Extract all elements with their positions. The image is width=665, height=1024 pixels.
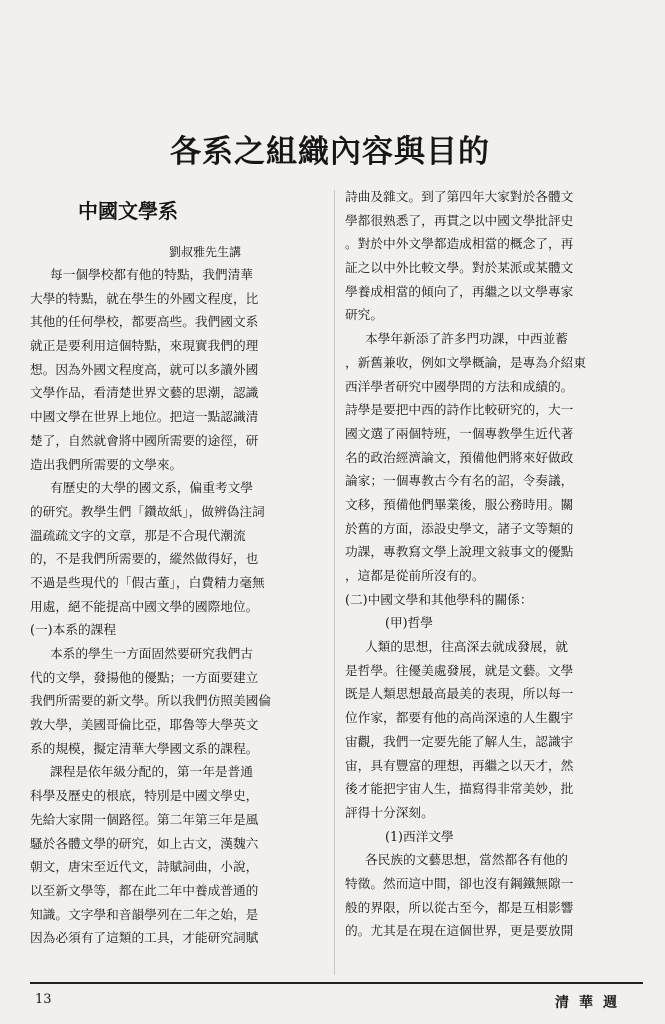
- text-line: (甲)哲學: [385, 615, 433, 631]
- text-line: 証之以中外比較文學。對於某派或某體文: [345, 260, 574, 276]
- text-line: ，這都是從前所沒有的。: [345, 568, 485, 583]
- text-line: 西洋學者研究中國學問的方法和成績的。: [345, 378, 574, 394]
- text-line: 朝文，唐宋至近代文，詩賦詞曲，小說，: [30, 859, 259, 875]
- author-line: 劉叔雅先生講: [168, 245, 241, 259]
- publication-name: 清華週: [555, 995, 627, 1011]
- text-line: 般的界限，所以從古至今，都是互相影響: [345, 899, 574, 915]
- text-line: 國文選了兩個特班，一個專教學生近代著: [345, 425, 574, 441]
- text-line: 學都很熟悉了，再貫之以中國文學批評史: [345, 212, 574, 228]
- text-line: 本學年新添了許多門功課，中西並蓄: [365, 331, 568, 347]
- text-line: 課程是依年級分配的，第一年是普通: [50, 764, 253, 780]
- column-divider: [334, 190, 335, 975]
- text-line: 有歷史的大學的國文系，偏重考文學: [50, 480, 253, 496]
- left-column: [30, 199, 320, 950]
- text-line: 文移，預備他們畢業後，服公務時用。關: [345, 496, 574, 512]
- footer-rule: [30, 982, 643, 984]
- text-line: 詩曲及雜文。到了第四年大家對於各體文: [345, 189, 574, 204]
- text-line: 各民族的文藝思想，當然都各有他的: [365, 852, 568, 868]
- text-line: 其他的任何學校，都要高些。我們國文系: [30, 314, 259, 330]
- text-line: 先給大家開一個路徑。第二年第三年是風: [30, 811, 259, 827]
- text-line: 中國文學在世界上地位。把這一點認識清: [30, 409, 259, 425]
- text-line: 評得十分深刻。: [345, 804, 434, 820]
- text-line: 每一個學校都有他的特點，我們清華: [50, 267, 253, 282]
- text-line: 楚了，自然就會將中國所需要的途徑，研: [30, 432, 259, 448]
- text-line: 騷於各體文學的研究，如上古文，漢魏六: [30, 835, 259, 851]
- text-line: 後才能把宇宙人生，描寫得非常美妙，批: [345, 781, 574, 797]
- text-line: 。對於中外文學都造成相當的概念了，再: [345, 236, 574, 252]
- text-line: 就正是要利用這個特點，來現實我們的理: [30, 338, 259, 354]
- text-line: 研究。: [345, 307, 384, 323]
- text-line: 既是人類思想最高最美的表現，所以每一: [345, 686, 574, 702]
- text-line: 文學作品，看清楚世界文藝的思潮，認識: [30, 385, 259, 401]
- text-line: 溫疏疏文字的文章，那是不合現代潮流: [30, 527, 246, 543]
- text-line: 敦大學，美國哥倫比亞，耶魯等大學英文: [30, 717, 259, 733]
- text-line: 用處，絕不能提高中國文學的國際地位。: [30, 598, 259, 614]
- text-line: 系的規模，擬定清華大學國文系的課程。: [30, 740, 259, 756]
- text-line: 宙，具有豐富的理想，再繼之以天才，然: [345, 757, 574, 773]
- text-line: 以至新文學等，都在此二年中養成普通的: [30, 882, 259, 898]
- right-column: [345, 185, 640, 943]
- text-line: 的。尤其是在現在這個世界，更是要放開: [345, 923, 574, 939]
- text-line: 名的政治經濟論文，預備他們將來好做政: [345, 449, 574, 465]
- text-line: ，新舊兼收，例如文學概論，是專為介紹東: [345, 354, 587, 370]
- text-line: 想。因為外國文程度高，就可以多讀外國: [30, 361, 259, 377]
- text-line: 的研究。教學生們「鑽故紙」，做辨偽注詞: [30, 503, 265, 519]
- text-line: 位作家，都要有他的高尚深遠的人生觀宇: [345, 710, 574, 726]
- text-line: 科學及歷史的根底，特別是中國文學史，: [30, 788, 259, 804]
- text-line: 人類的思想，往高深去就成發展，就: [365, 639, 568, 655]
- text-line: (一)本系的課程: [30, 622, 117, 638]
- text-line: 詩學是要把中西的詩作比較研究的，大一: [345, 402, 574, 418]
- text-line: 是哲學。往優美處發展，就是文藝。文學: [345, 662, 574, 678]
- text-line: 我們所需要的新文學。所以我們仿照美國倫: [30, 693, 272, 709]
- text-line: 本系的學生一方面固然要研究我們古: [50, 646, 253, 661]
- text-line: 知識。文字學和音韻學列在二年之始，是: [30, 906, 259, 922]
- text-line: 宙觀，我們一定要先能了解人生，認識宇: [345, 733, 574, 749]
- text-line: 論家；一個專教古今有名的詔，令奏議，: [345, 473, 574, 489]
- page-number: 13: [35, 992, 52, 1007]
- text-line: 不過是些現代的「假古董」，白費精力毫無: [30, 574, 265, 590]
- text-line: 學養成相當的傾向了，再繼之以文學專家: [345, 283, 574, 299]
- text-line: (二)中國文學和其他學科的關係：: [345, 591, 533, 607]
- text-line: 代的文學，發揚他的優點；一方面要建立: [30, 669, 259, 685]
- text-line: 功課，專教寫文學上說理文敍事文的優點: [345, 544, 574, 560]
- text-line: 於舊的方面，添設史學文，諸子文等類的: [345, 520, 574, 536]
- text-line: 造出我們所需要的文學來。: [30, 456, 183, 472]
- section-heading: 中國文學系: [78, 199, 178, 223]
- text-line: 大學的特點，就在學生的外國文程度，比: [30, 290, 259, 306]
- text-line: 特徵。然而這中間，卻也沒有鋼鐵無隙一: [345, 875, 574, 891]
- text-line: (1)西洋文學: [385, 828, 454, 844]
- text-line: 的，不是我們所需要的，縱然做得好，也: [30, 551, 259, 567]
- text-line: 因為必須有了這類的工具，才能研究詞賦: [30, 930, 259, 946]
- page-title: 各系之組織內容與目的: [170, 134, 490, 170]
